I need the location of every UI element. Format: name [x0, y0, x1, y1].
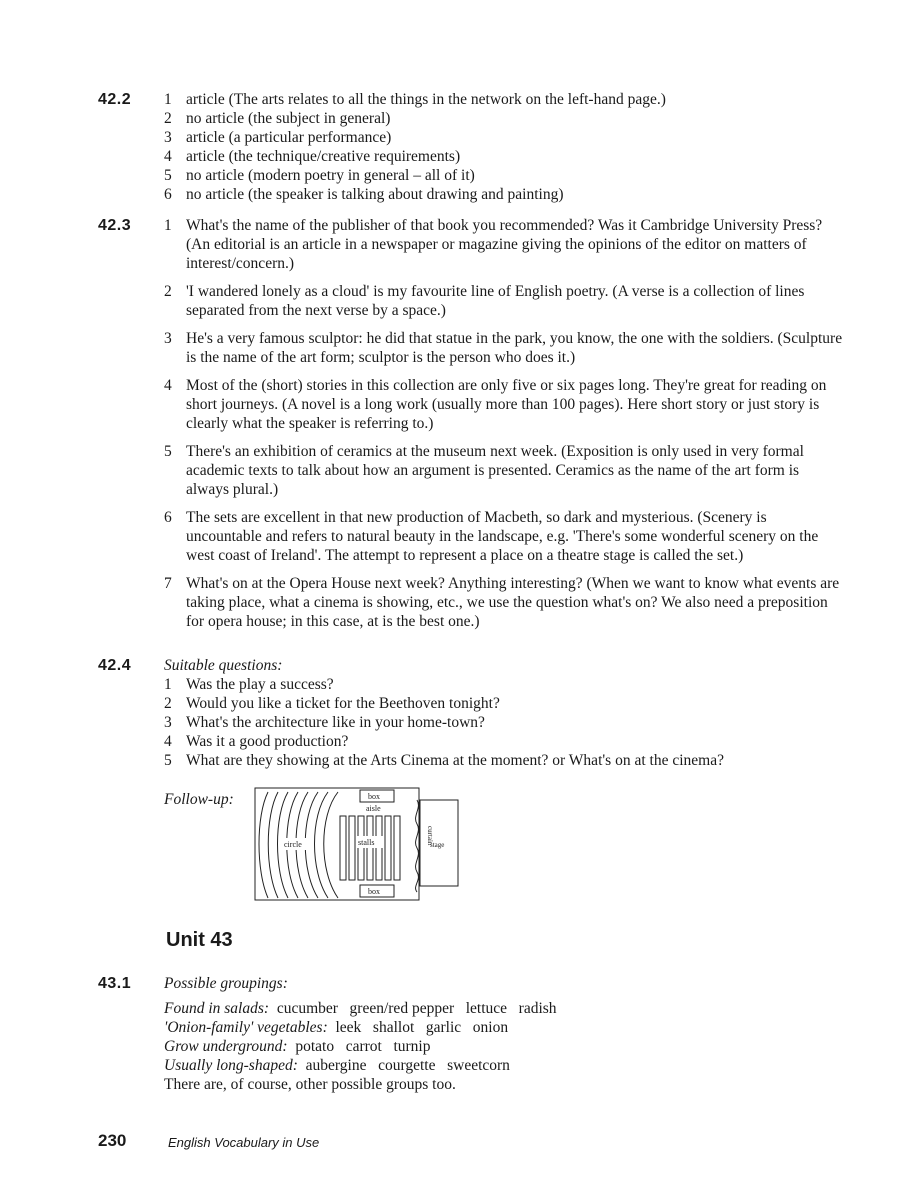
list-item	[164, 128, 844, 147]
group-words: leek shallot garlic onion	[335, 1019, 509, 1036]
item-text: What's the name of the publisher of that book you recommended? Was it Cambridge University Press? (An editorial is an article in a newspaper or magazine giving the opinions of the editor on matters of interest/concern.)	[186, 217, 823, 272]
curtain-label: curtain	[426, 826, 434, 846]
item-number: 4	[164, 148, 172, 165]
item-text: Most of the (short) stories in this collection are only five or six pages long. They're great for reading on short journeys. (A novel is a long work (usually more than 100 pages). Here short story or just story is clearly what the speaker is referring to.)	[186, 377, 827, 432]
item-number: 7	[164, 575, 172, 592]
item-text: no article (the speaker is talking about drawing and painting)	[186, 186, 564, 203]
page-number: 230	[98, 1131, 127, 1150]
item-text: article (the technique/creative requirements)	[186, 148, 461, 165]
list-item	[164, 185, 844, 204]
item-number: 1	[164, 217, 172, 234]
list-item	[164, 282, 844, 320]
followup-label: Follow-up:	[164, 791, 234, 808]
list-item	[164, 442, 844, 499]
item-text: What's on at the Opera House next week? Anything interesting? (When we want to know what events are taking place, what a cinema is showing, etc., we use the question what's on? We also need a preposition for opera house; in this case, at is the best one.)	[186, 575, 840, 630]
item-number: 1	[164, 676, 172, 693]
answer-block	[164, 656, 844, 770]
curtain-line	[416, 800, 419, 892]
item-number: 4	[164, 377, 172, 394]
group-label: 'Onion-family' vegetables:	[164, 1019, 328, 1036]
box-top-label: box	[368, 792, 380, 801]
unit-title: Unit 43	[166, 929, 233, 951]
item-number: 3	[164, 330, 172, 347]
list-item	[164, 732, 844, 751]
list-item	[164, 329, 844, 367]
group-label: Usually long-shaped:	[164, 1057, 298, 1074]
stage-label: stage	[430, 841, 445, 849]
item-text: article (a particular performance)	[186, 129, 392, 146]
item-number: 4	[164, 733, 172, 750]
section-number: 42.2	[98, 91, 132, 108]
stalls-label: stalls	[358, 838, 375, 847]
book-title: English Vocabulary in Use	[168, 1135, 320, 1150]
list-item	[164, 376, 844, 433]
answer-list	[164, 675, 844, 770]
group-line	[164, 999, 844, 1018]
item-text: He's a very famous sculptor: he did that statue in the park, you know, the one with the soldiers. (Sculpture is the name of the art form; sculptor is the person who does it.)	[186, 330, 843, 366]
item-text: Was it a good production?	[186, 733, 349, 750]
item-text: What are they showing at the Arts Cinema at the moment? or What's on at the cinema?	[186, 752, 724, 769]
item-number: 2	[164, 283, 172, 300]
group-line	[164, 1056, 844, 1075]
item-text: What's the architecture like in your home-town?	[186, 714, 485, 731]
group-words: potato carrot turnip	[295, 1038, 431, 1055]
list-item	[164, 574, 844, 631]
item-text: no article (the subject in general)	[186, 110, 391, 127]
item-text: 'I wandered lonely as a cloud' is my favourite line of English poetry. (A verse is a collection of lines separated from the next verse by a space.)	[186, 283, 805, 319]
item-number: 5	[164, 167, 172, 184]
item-text: article (The arts relates to all the things in the network on the left-hand page.)	[186, 91, 666, 108]
group-line	[164, 1018, 844, 1037]
answer-block	[164, 974, 844, 1094]
list-item	[164, 166, 844, 185]
section-number: 42.3	[98, 217, 132, 234]
answer-list	[164, 90, 844, 204]
group-line	[164, 1037, 844, 1056]
item-number: 1	[164, 91, 172, 108]
item-text: no article (modern poetry in general – all of it)	[186, 167, 475, 184]
circle-label: circle	[284, 840, 302, 849]
section-heading: Possible groupings:	[164, 975, 288, 992]
item-number: 2	[164, 695, 172, 712]
section-heading: Suitable questions:	[164, 657, 283, 674]
list-item	[164, 216, 844, 273]
list-item	[164, 675, 844, 694]
item-number: 5	[164, 443, 172, 460]
item-number: 6	[164, 509, 172, 526]
item-number: 2	[164, 110, 172, 127]
item-text: Was the play a success?	[186, 676, 334, 693]
list-item	[164, 90, 844, 109]
list-item	[164, 147, 844, 166]
group-label: Found in salads:	[164, 1000, 270, 1017]
group-words: cucumber green/red pepper lettuce radish	[276, 1000, 557, 1017]
list-item	[164, 508, 844, 565]
item-number: 5	[164, 752, 172, 769]
item-number: 6	[164, 186, 172, 203]
section-number: 43.1	[98, 975, 132, 992]
section-number: 42.4	[98, 657, 132, 674]
aisle-label: aisle	[366, 804, 381, 813]
box-bottom-label: box	[368, 887, 380, 896]
list-item	[164, 694, 844, 713]
item-number: 3	[164, 714, 172, 731]
list-item	[164, 109, 844, 128]
item-text: There's an exhibition of ceramics at the museum next week. (Exposition is only used in very formal academic texts to talk about how an argument is presented. Ceramics as the name of the art form is always plural.)	[186, 443, 804, 498]
group-label: Grow underground:	[164, 1038, 288, 1055]
item-text: The sets are excellent in that new production of Macbeth, so dark and mysterious. (Scenery is uncountable and refers to natural beauty in the landscape, e.g. 'There's some wonderful scenery on the west coast of Ireland'. The attempt to represent a place on a theatre stage is called the set.)	[186, 509, 819, 564]
list-item	[164, 751, 844, 770]
closing-line: There are, of course, other possible groups too.	[164, 1076, 456, 1093]
answer-list	[164, 216, 844, 631]
item-number: 3	[164, 129, 172, 146]
group-words: aubergine courgette sweetcorn	[305, 1057, 510, 1074]
theatre-diagram	[254, 786, 464, 904]
list-item	[164, 713, 844, 732]
item-text: Would you like a ticket for the Beethoven tonight?	[186, 695, 500, 712]
